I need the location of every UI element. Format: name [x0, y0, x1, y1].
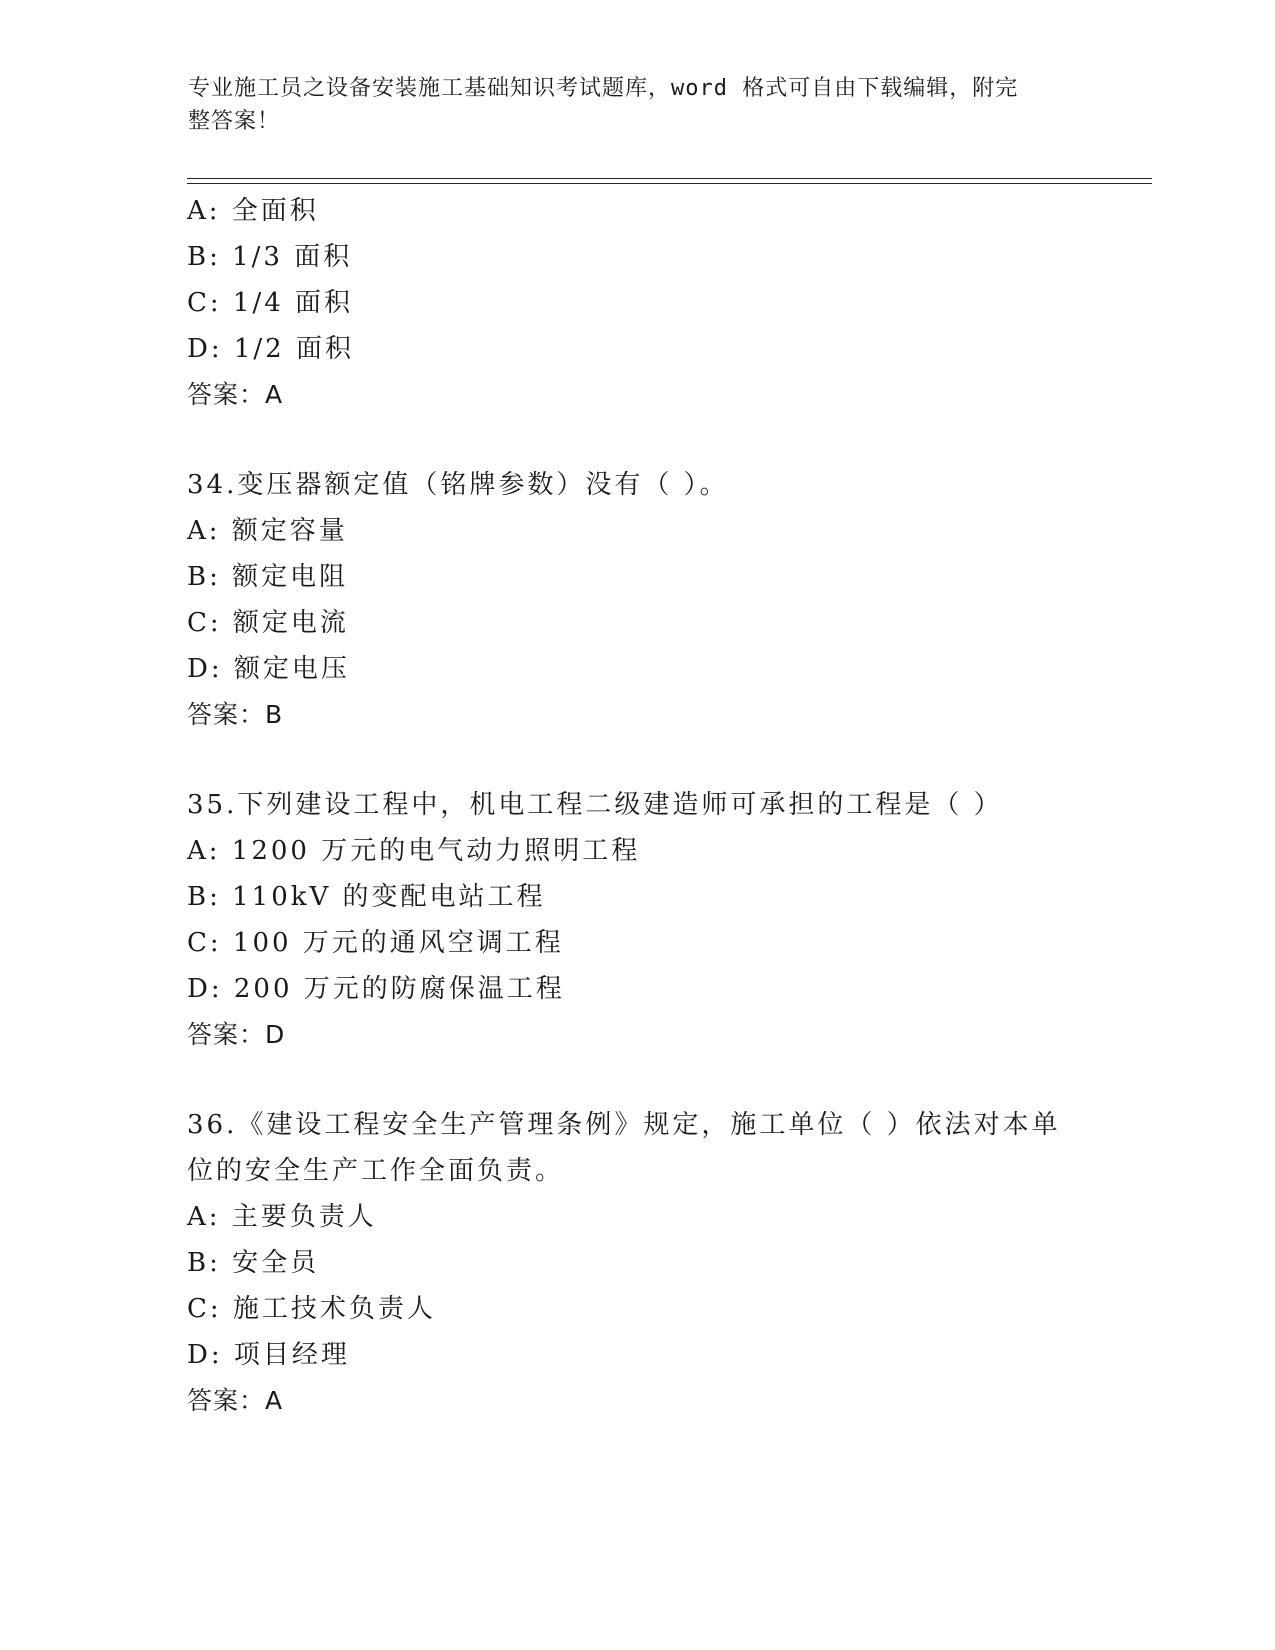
answer: 答案：A — [187, 380, 284, 409]
answer: 答案：B — [187, 700, 284, 729]
header-divider-top — [187, 178, 1152, 179]
question-36 — [187, 1102, 1127, 1424]
option-c: C: 额定电流 — [187, 608, 349, 638]
header-line-1: 专业施工员之设备安装施工基础知识考试题库，word 格式可自由下载编辑，附完 — [188, 76, 1019, 101]
question-title-line-1: 36.《建设工程安全生产管理条例》规定，施工单位（ ）依法对本单 — [187, 1110, 1061, 1140]
option-c: C: 1/4 面积 — [187, 288, 354, 318]
answer: 答案：A — [187, 1386, 284, 1415]
option-d: D: 1/2 面积 — [187, 334, 354, 364]
answer: 答案：D — [187, 1020, 286, 1049]
question-35 — [187, 782, 1127, 1058]
option-c: C: 施工技术负责人 — [187, 1294, 436, 1324]
option-b: B: 110kV 的变配电站工程 — [187, 882, 546, 912]
option-b: B: 1/3 面积 — [187, 242, 353, 272]
header-line-2: 整答案！ — [188, 109, 281, 134]
question-34 — [187, 462, 1127, 738]
question-33 — [187, 188, 1127, 418]
option-b: B: 额定电阻 — [187, 562, 349, 592]
question-list — [187, 188, 1127, 1424]
option-c: C: 100 万元的通风空调工程 — [187, 928, 564, 958]
option-a: A: 主要负责人 — [187, 1202, 377, 1232]
spacer — [187, 418, 1127, 462]
option-a: A: 额定容量 — [187, 516, 348, 546]
option-a: A: 全面积 — [187, 196, 319, 226]
spacer — [187, 738, 1127, 782]
document-header — [188, 72, 1068, 138]
option-b: B: 安全员 — [187, 1248, 320, 1278]
question-title-line-2: 位的安全生产工作全面负责。 — [187, 1156, 565, 1186]
option-d: D: 项目经理 — [187, 1340, 350, 1370]
option-a: A: 1200 万元的电气动力照明工程 — [187, 836, 641, 866]
header-divider-bottom — [187, 183, 1152, 184]
option-d: D: 200 万元的防腐保温工程 — [187, 974, 565, 1004]
option-d: D: 额定电压 — [187, 654, 350, 684]
question-title: 34.变压器额定值（铭牌参数）没有（ ）。 — [187, 470, 729, 500]
spacer — [187, 1058, 1127, 1102]
question-title: 35.下列建设工程中，机电工程二级建造师可承担的工程是（ ） — [187, 790, 1003, 820]
